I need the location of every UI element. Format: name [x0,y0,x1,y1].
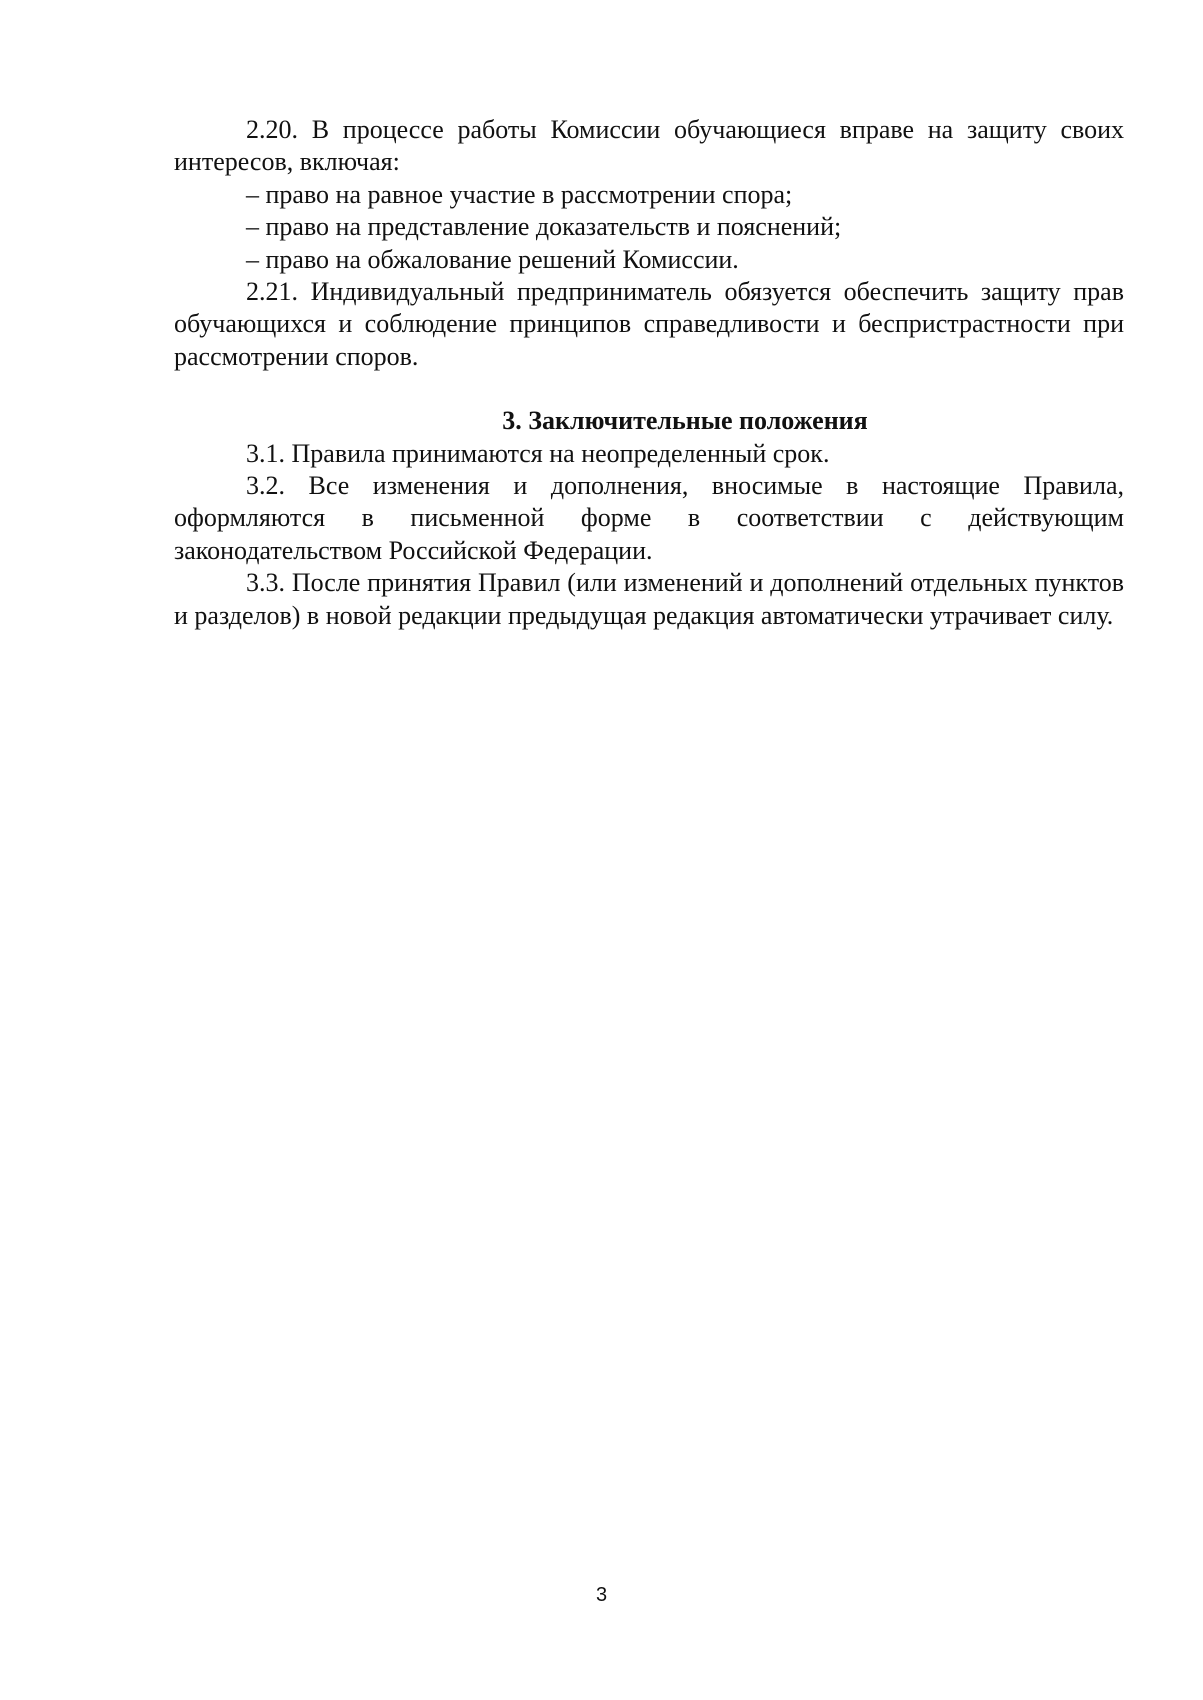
section-heading: 3. Заключительные положения [502,406,868,436]
paragraph-3-1: 3.1. Правила принимаются на неопределенный срок. [246,438,830,468]
list-item: – право на обжалование решений Комиссии. [246,244,739,274]
paragraph-3-2: 3.2. Все изменения и дополнения, вносимые в настоящие Правила, оформляются в письменной форме в соответствии с действующим законодательством Российской Федерации. [174,471,1124,565]
paragraph-2-21: 2.21. Индивидуальный предприниматель обязуется обеспечить защиту прав обучающихся и соблюдение принципов справедливости и беспристрастности при рассмотрении споров. [174,277,1124,371]
paragraph-3-3: 3.3. После принятия Правил (или изменений и дополнений отдельных пунктов и разделов) в новой редакции предыдущая редакция автоматически утрачивает силу. [174,568,1124,630]
page-number: 3 [595,1584,608,1606]
list-item: – право на равное участие в рассмотрении спора; [246,179,793,209]
list-item: – право на представление доказательств и пояснений; [246,212,842,242]
document-body [174,114,1124,632]
paragraph-2-20: 2.20. В процессе работы Комиссии обучающиеся вправе на защиту своих интересов, включая: [174,115,1124,177]
section-spacer [174,373,1124,405]
